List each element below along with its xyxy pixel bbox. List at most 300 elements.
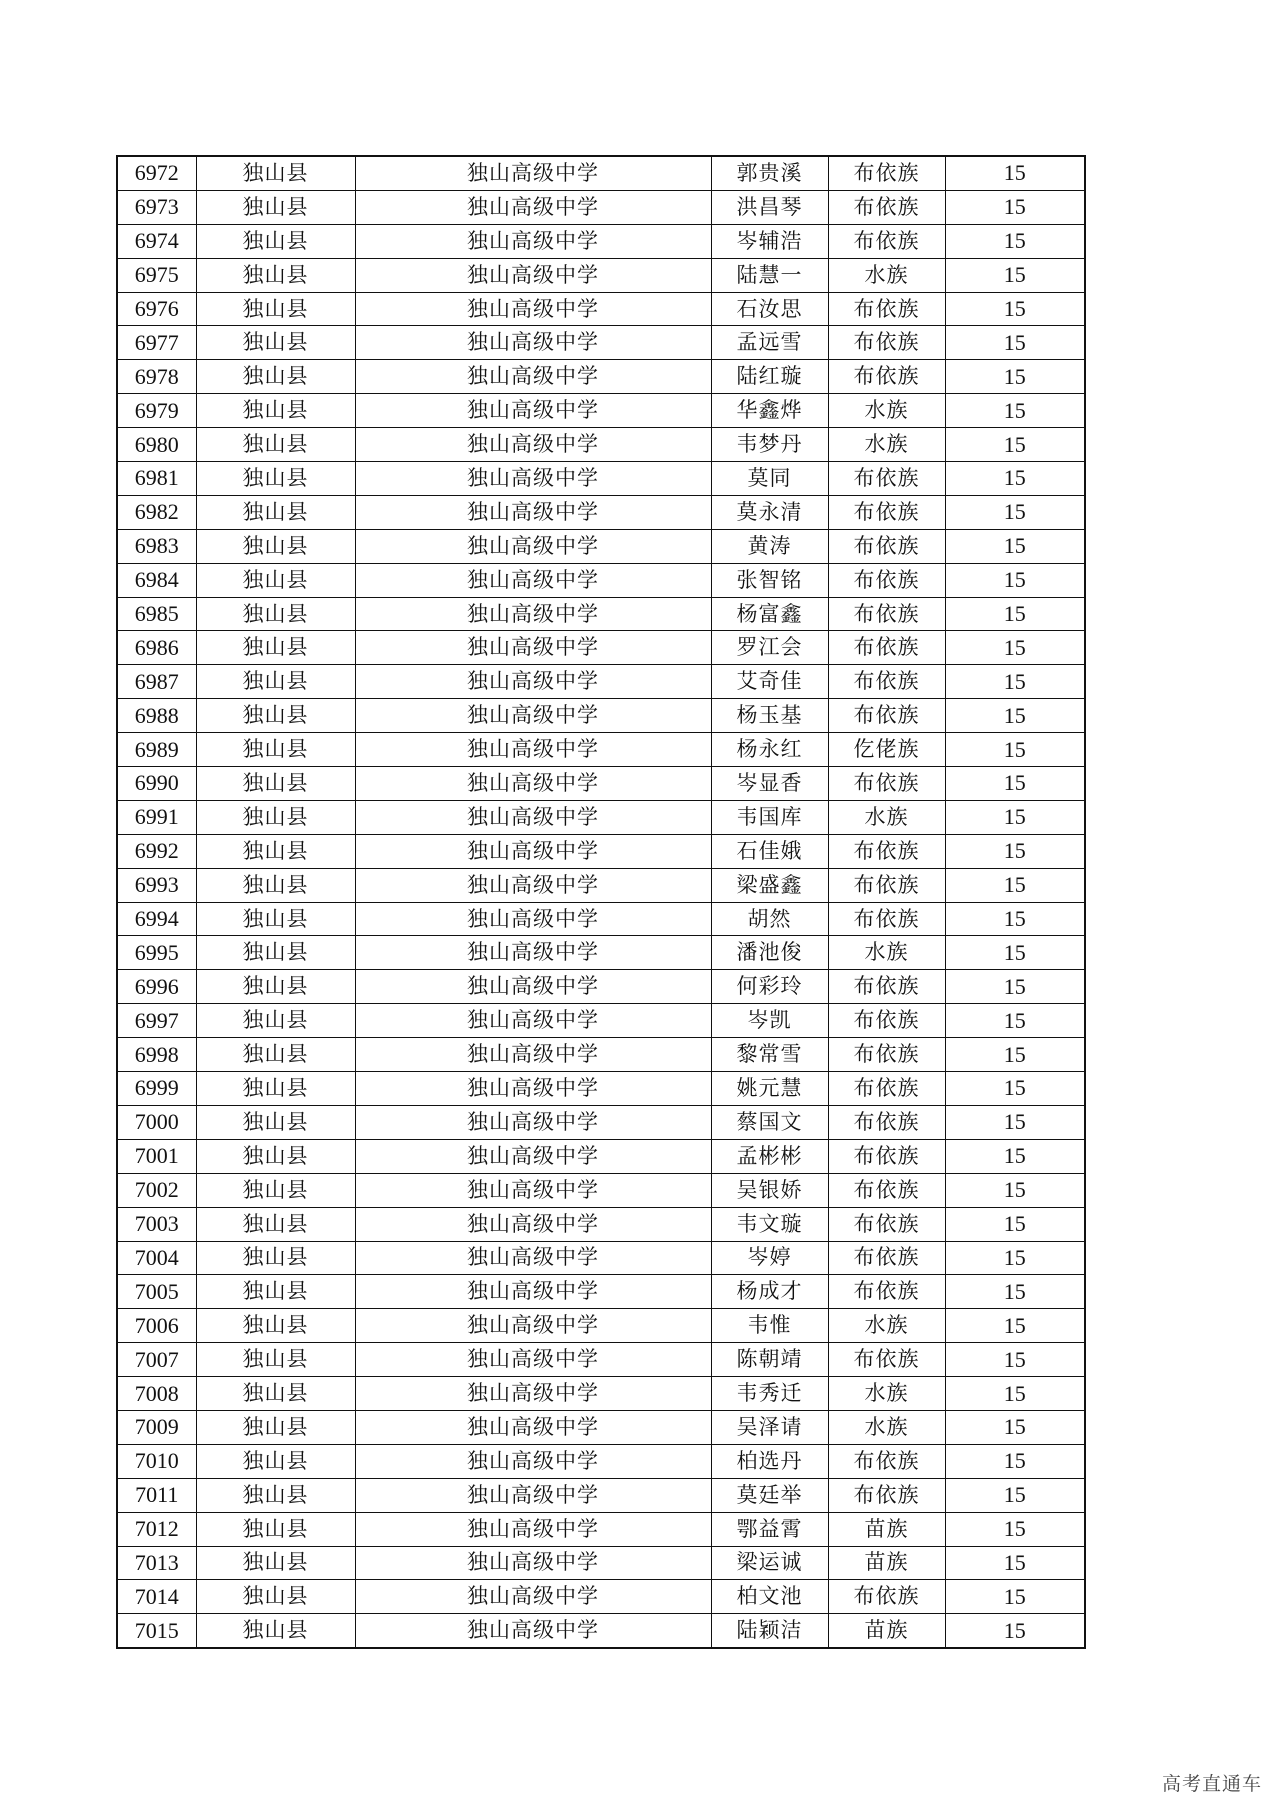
- county-cell: 独山县: [196, 292, 355, 326]
- score-cell: 15: [945, 902, 1085, 936]
- county-cell: 独山县: [196, 767, 355, 801]
- ethnicity-cell: 布依族: [828, 834, 945, 868]
- school-cell: 独山高级中学: [355, 902, 711, 936]
- table-row: [117, 1512, 1085, 1546]
- county-cell: 独山县: [196, 360, 355, 394]
- score-cell: 15: [945, 529, 1085, 563]
- row-number-cell: 6978: [117, 360, 196, 394]
- student-name-cell: 杨富鑫: [711, 597, 828, 631]
- table-row: [117, 699, 1085, 733]
- table-row: [117, 665, 1085, 699]
- county-cell: 独山县: [196, 1004, 355, 1038]
- student-name-cell: 岑凯: [711, 1004, 828, 1038]
- county-cell: 独山县: [196, 1105, 355, 1139]
- school-cell: 独山高级中学: [355, 428, 711, 462]
- ethnicity-cell: 苗族: [828, 1614, 945, 1648]
- county-cell: 独山县: [196, 868, 355, 902]
- student-name-cell: 黄涛: [711, 529, 828, 563]
- table-row: [117, 1072, 1085, 1106]
- school-cell: 独山高级中学: [355, 1072, 711, 1106]
- ethnicity-cell: 布依族: [828, 292, 945, 326]
- row-number-cell: 7006: [117, 1309, 196, 1343]
- table-row: [117, 224, 1085, 258]
- row-number-cell: 7010: [117, 1444, 196, 1478]
- county-cell: 独山县: [196, 495, 355, 529]
- table-row: [117, 563, 1085, 597]
- ethnicity-cell: 水族: [828, 936, 945, 970]
- ethnicity-cell: 布依族: [828, 597, 945, 631]
- row-number-cell: 7014: [117, 1580, 196, 1614]
- ethnicity-cell: 布依族: [828, 767, 945, 801]
- row-number-cell: 6989: [117, 733, 196, 767]
- table-row: [117, 1343, 1085, 1377]
- ethnicity-cell: 苗族: [828, 1512, 945, 1546]
- school-cell: 独山高级中学: [355, 1207, 711, 1241]
- score-cell: 15: [945, 1105, 1085, 1139]
- student-name-cell: 姚元慧: [711, 1072, 828, 1106]
- student-name-cell: 陆慧一: [711, 258, 828, 292]
- school-cell: 独山高级中学: [355, 1512, 711, 1546]
- student-name-cell: 张智铭: [711, 563, 828, 597]
- county-cell: 独山县: [196, 1139, 355, 1173]
- table-row: [117, 1377, 1085, 1411]
- row-number-cell: 7013: [117, 1546, 196, 1580]
- table-row: [117, 1580, 1085, 1614]
- school-cell: 独山高级中学: [355, 1343, 711, 1377]
- ethnicity-cell: 布依族: [828, 224, 945, 258]
- school-cell: 独山高级中学: [355, 258, 711, 292]
- table-row: [117, 1275, 1085, 1309]
- table-row: [117, 495, 1085, 529]
- score-cell: 15: [945, 1512, 1085, 1546]
- county-cell: 独山县: [196, 699, 355, 733]
- ethnicity-cell: 水族: [828, 258, 945, 292]
- table-row: [117, 462, 1085, 496]
- score-cell: 15: [945, 665, 1085, 699]
- student-name-cell: 梁运诚: [711, 1546, 828, 1580]
- student-name-cell: 石汝思: [711, 292, 828, 326]
- row-number-cell: 7015: [117, 1614, 196, 1648]
- student-name-cell: 陆颖洁: [711, 1614, 828, 1648]
- school-cell: 独山高级中学: [355, 1580, 711, 1614]
- student-name-cell: 罗江会: [711, 631, 828, 665]
- table-row: [117, 190, 1085, 224]
- row-number-cell: 6973: [117, 190, 196, 224]
- roster-table-body: [117, 156, 1085, 1648]
- county-cell: 独山县: [196, 1478, 355, 1512]
- score-cell: 15: [945, 834, 1085, 868]
- row-number-cell: 6972: [117, 156, 196, 190]
- school-cell: 独山高级中学: [355, 800, 711, 834]
- score-cell: 15: [945, 1275, 1085, 1309]
- score-cell: 15: [945, 326, 1085, 360]
- score-cell: 15: [945, 394, 1085, 428]
- county-cell: 独山县: [196, 800, 355, 834]
- row-number-cell: 6977: [117, 326, 196, 360]
- row-number-cell: 6975: [117, 258, 196, 292]
- ethnicity-cell: 布依族: [828, 156, 945, 190]
- ethnicity-cell: 布依族: [828, 1207, 945, 1241]
- score-cell: 15: [945, 699, 1085, 733]
- student-name-cell: 洪昌琴: [711, 190, 828, 224]
- table-row: [117, 1207, 1085, 1241]
- ethnicity-cell: 布依族: [828, 1478, 945, 1512]
- row-number-cell: 6982: [117, 495, 196, 529]
- county-cell: 独山县: [196, 597, 355, 631]
- student-name-cell: 岑婷: [711, 1241, 828, 1275]
- student-name-cell: 潘池俊: [711, 936, 828, 970]
- table-row: [117, 936, 1085, 970]
- row-number-cell: 6988: [117, 699, 196, 733]
- student-name-cell: 孟彬彬: [711, 1139, 828, 1173]
- school-cell: 独山高级中学: [355, 360, 711, 394]
- row-number-cell: 6983: [117, 529, 196, 563]
- row-number-cell: 6996: [117, 970, 196, 1004]
- county-cell: 独山县: [196, 936, 355, 970]
- school-cell: 独山高级中学: [355, 190, 711, 224]
- score-cell: 15: [945, 1072, 1085, 1106]
- score-cell: 15: [945, 1343, 1085, 1377]
- school-cell: 独山高级中学: [355, 597, 711, 631]
- ethnicity-cell: 水族: [828, 428, 945, 462]
- score-cell: 15: [945, 462, 1085, 496]
- county-cell: 独山县: [196, 1614, 355, 1648]
- row-number-cell: 7003: [117, 1207, 196, 1241]
- row-number-cell: 6976: [117, 292, 196, 326]
- school-cell: 独山高级中学: [355, 529, 711, 563]
- ethnicity-cell: 布依族: [828, 1139, 945, 1173]
- school-cell: 独山高级中学: [355, 1546, 711, 1580]
- student-name-cell: 韦文璇: [711, 1207, 828, 1241]
- row-number-cell: 7000: [117, 1105, 196, 1139]
- row-number-cell: 6995: [117, 936, 196, 970]
- student-name-cell: 郭贵溪: [711, 156, 828, 190]
- table-row: [117, 902, 1085, 936]
- table-row: [117, 1173, 1085, 1207]
- row-number-cell: 6979: [117, 394, 196, 428]
- student-name-cell: 韦国库: [711, 800, 828, 834]
- score-cell: 15: [945, 868, 1085, 902]
- ethnicity-cell: 水族: [828, 394, 945, 428]
- student-name-cell: 岑辅浩: [711, 224, 828, 258]
- county-cell: 独山县: [196, 1410, 355, 1444]
- student-name-cell: 胡然: [711, 902, 828, 936]
- student-name-cell: 杨玉基: [711, 699, 828, 733]
- county-cell: 独山县: [196, 156, 355, 190]
- row-number-cell: 7007: [117, 1343, 196, 1377]
- school-cell: 独山高级中学: [355, 699, 711, 733]
- row-number-cell: 6997: [117, 1004, 196, 1038]
- school-cell: 独山高级中学: [355, 495, 711, 529]
- row-number-cell: 6980: [117, 428, 196, 462]
- score-cell: 15: [945, 800, 1085, 834]
- table-row: [117, 1410, 1085, 1444]
- school-cell: 独山高级中学: [355, 462, 711, 496]
- school-cell: 独山高级中学: [355, 563, 711, 597]
- score-cell: 15: [945, 1580, 1085, 1614]
- ethnicity-cell: 布依族: [828, 495, 945, 529]
- school-cell: 独山高级中学: [355, 1004, 711, 1038]
- school-cell: 独山高级中学: [355, 834, 711, 868]
- school-cell: 独山高级中学: [355, 631, 711, 665]
- school-cell: 独山高级中学: [355, 292, 711, 326]
- county-cell: 独山县: [196, 563, 355, 597]
- score-cell: 15: [945, 190, 1085, 224]
- row-number-cell: 6991: [117, 800, 196, 834]
- student-name-cell: 吴银娇: [711, 1173, 828, 1207]
- ethnicity-cell: 布依族: [828, 902, 945, 936]
- county-cell: 独山县: [196, 394, 355, 428]
- ethnicity-cell: 水族: [828, 1309, 945, 1343]
- student-name-cell: 梁盛鑫: [711, 868, 828, 902]
- table-row: [117, 1614, 1085, 1648]
- row-number-cell: 7002: [117, 1173, 196, 1207]
- score-cell: 15: [945, 224, 1085, 258]
- ethnicity-cell: 布依族: [828, 462, 945, 496]
- student-name-cell: 韦梦丹: [711, 428, 828, 462]
- row-number-cell: 6994: [117, 902, 196, 936]
- row-number-cell: 6993: [117, 868, 196, 902]
- row-number-cell: 6990: [117, 767, 196, 801]
- county-cell: 独山县: [196, 258, 355, 292]
- score-cell: 15: [945, 1410, 1085, 1444]
- ethnicity-cell: 布依族: [828, 563, 945, 597]
- county-cell: 独山县: [196, 1444, 355, 1478]
- table-row: [117, 1105, 1085, 1139]
- row-number-cell: 6974: [117, 224, 196, 258]
- table-row: [117, 800, 1085, 834]
- ethnicity-cell: 布依族: [828, 1580, 945, 1614]
- row-number-cell: 6992: [117, 834, 196, 868]
- school-cell: 独山高级中学: [355, 1173, 711, 1207]
- county-cell: 独山县: [196, 1512, 355, 1546]
- score-cell: 15: [945, 1546, 1085, 1580]
- county-cell: 独山县: [196, 665, 355, 699]
- ethnicity-cell: 布依族: [828, 1241, 945, 1275]
- ethnicity-cell: 布依族: [828, 699, 945, 733]
- student-name-cell: 莫廷举: [711, 1478, 828, 1512]
- table-row: [117, 1444, 1085, 1478]
- county-cell: 独山县: [196, 1546, 355, 1580]
- table-row: [117, 767, 1085, 801]
- ethnicity-cell: 布依族: [828, 1275, 945, 1309]
- student-name-cell: 黎常雪: [711, 1038, 828, 1072]
- ethnicity-cell: 布依族: [828, 1105, 945, 1139]
- table-row: [117, 1241, 1085, 1275]
- school-cell: 独山高级中学: [355, 1038, 711, 1072]
- student-name-cell: 艾奇佳: [711, 665, 828, 699]
- table-row: [117, 834, 1085, 868]
- row-number-cell: 7008: [117, 1377, 196, 1411]
- ethnicity-cell: 布依族: [828, 360, 945, 394]
- roster-table: [116, 155, 1086, 1649]
- ethnicity-cell: 水族: [828, 800, 945, 834]
- row-number-cell: 7004: [117, 1241, 196, 1275]
- student-name-cell: 吴泽请: [711, 1410, 828, 1444]
- ethnicity-cell: 布依族: [828, 1444, 945, 1478]
- row-number-cell: 7011: [117, 1478, 196, 1512]
- school-cell: 独山高级中学: [355, 1241, 711, 1275]
- student-name-cell: 岑显香: [711, 767, 828, 801]
- table-row: [117, 1309, 1085, 1343]
- ethnicity-cell: 水族: [828, 1410, 945, 1444]
- county-cell: 独山县: [196, 1038, 355, 1072]
- ethnicity-cell: 布依族: [828, 1004, 945, 1038]
- county-cell: 独山县: [196, 428, 355, 462]
- score-cell: 15: [945, 1038, 1085, 1072]
- table-row: [117, 292, 1085, 326]
- county-cell: 独山县: [196, 1580, 355, 1614]
- school-cell: 独山高级中学: [355, 1410, 711, 1444]
- score-cell: 15: [945, 360, 1085, 394]
- county-cell: 独山县: [196, 1173, 355, 1207]
- table-row: [117, 258, 1085, 292]
- school-cell: 独山高级中学: [355, 1377, 711, 1411]
- ethnicity-cell: 布依族: [828, 1072, 945, 1106]
- watermark-text: 高考直通车: [1161, 1773, 1262, 1795]
- table-row: [117, 597, 1085, 631]
- ethnicity-cell: 布依族: [828, 1343, 945, 1377]
- table-row: [117, 1038, 1085, 1072]
- score-cell: 15: [945, 767, 1085, 801]
- score-cell: 15: [945, 1207, 1085, 1241]
- table-row: [117, 970, 1085, 1004]
- row-number-cell: 7005: [117, 1275, 196, 1309]
- student-name-cell: 莫同: [711, 462, 828, 496]
- score-cell: 15: [945, 733, 1085, 767]
- row-number-cell: 6998: [117, 1038, 196, 1072]
- student-name-cell: 杨永红: [711, 733, 828, 767]
- table-row: [117, 733, 1085, 767]
- student-name-cell: 杨成才: [711, 1275, 828, 1309]
- score-cell: 15: [945, 1478, 1085, 1512]
- score-cell: 15: [945, 428, 1085, 462]
- school-cell: 独山高级中学: [355, 1139, 711, 1173]
- score-cell: 15: [945, 1139, 1085, 1173]
- table-row: [117, 631, 1085, 665]
- student-name-cell: 鄂益霄: [711, 1512, 828, 1546]
- student-name-cell: 柏选丹: [711, 1444, 828, 1478]
- county-cell: 独山县: [196, 1072, 355, 1106]
- ethnicity-cell: 布依族: [828, 970, 945, 1004]
- student-name-cell: 何彩玲: [711, 970, 828, 1004]
- row-number-cell: 6985: [117, 597, 196, 631]
- school-cell: 独山高级中学: [355, 1614, 711, 1648]
- school-cell: 独山高级中学: [355, 767, 711, 801]
- score-cell: 15: [945, 970, 1085, 1004]
- table-row: [117, 156, 1085, 190]
- table-row: [117, 1546, 1085, 1580]
- student-name-cell: 陆红璇: [711, 360, 828, 394]
- student-name-cell: 石佳娥: [711, 834, 828, 868]
- score-cell: 15: [945, 1309, 1085, 1343]
- score-cell: 15: [945, 563, 1085, 597]
- county-cell: 独山县: [196, 1309, 355, 1343]
- student-name-cell: 孟远雪: [711, 326, 828, 360]
- score-cell: 15: [945, 1444, 1085, 1478]
- score-cell: 15: [945, 1173, 1085, 1207]
- ethnicity-cell: 布依族: [828, 868, 945, 902]
- ethnicity-cell: 水族: [828, 1377, 945, 1411]
- table-row: [117, 1139, 1085, 1173]
- table-row: [117, 1004, 1085, 1038]
- score-cell: 15: [945, 1614, 1085, 1648]
- table-row: [117, 868, 1085, 902]
- table-row: [117, 1478, 1085, 1512]
- county-cell: 独山县: [196, 631, 355, 665]
- ethnicity-cell: 布依族: [828, 190, 945, 224]
- county-cell: 独山县: [196, 1377, 355, 1411]
- county-cell: 独山县: [196, 190, 355, 224]
- ethnicity-cell: 苗族: [828, 1546, 945, 1580]
- table-row: [117, 428, 1085, 462]
- score-cell: 15: [945, 1241, 1085, 1275]
- school-cell: 独山高级中学: [355, 665, 711, 699]
- student-name-cell: 韦惟: [711, 1309, 828, 1343]
- score-cell: 15: [945, 631, 1085, 665]
- ethnicity-cell: 布依族: [828, 1038, 945, 1072]
- county-cell: 独山县: [196, 1241, 355, 1275]
- ethnicity-cell: 布依族: [828, 665, 945, 699]
- score-cell: 15: [945, 597, 1085, 631]
- score-cell: 15: [945, 936, 1085, 970]
- row-number-cell: 6986: [117, 631, 196, 665]
- score-cell: 15: [945, 292, 1085, 326]
- county-cell: 独山县: [196, 1275, 355, 1309]
- ethnicity-cell: 布依族: [828, 631, 945, 665]
- county-cell: 独山县: [196, 326, 355, 360]
- school-cell: 独山高级中学: [355, 1309, 711, 1343]
- county-cell: 独山县: [196, 224, 355, 258]
- row-number-cell: 6981: [117, 462, 196, 496]
- school-cell: 独山高级中学: [355, 936, 711, 970]
- row-number-cell: 6999: [117, 1072, 196, 1106]
- county-cell: 独山县: [196, 529, 355, 563]
- school-cell: 独山高级中学: [355, 1105, 711, 1139]
- table-row: [117, 529, 1085, 563]
- school-cell: 独山高级中学: [355, 224, 711, 258]
- score-cell: 15: [945, 1377, 1085, 1411]
- school-cell: 独山高级中学: [355, 868, 711, 902]
- score-cell: 15: [945, 258, 1085, 292]
- score-cell: 15: [945, 1004, 1085, 1038]
- row-number-cell: 7012: [117, 1512, 196, 1546]
- student-name-cell: 陈朝靖: [711, 1343, 828, 1377]
- school-cell: 独山高级中学: [355, 156, 711, 190]
- student-name-cell: 韦秀迁: [711, 1377, 828, 1411]
- county-cell: 独山县: [196, 834, 355, 868]
- county-cell: 独山县: [196, 733, 355, 767]
- row-number-cell: 7009: [117, 1410, 196, 1444]
- school-cell: 独山高级中学: [355, 326, 711, 360]
- row-number-cell: 6987: [117, 665, 196, 699]
- table-row: [117, 394, 1085, 428]
- ethnicity-cell: 仡佬族: [828, 733, 945, 767]
- student-name-cell: 柏文池: [711, 1580, 828, 1614]
- student-name-cell: 莫永清: [711, 495, 828, 529]
- county-cell: 独山县: [196, 902, 355, 936]
- table-row: [117, 360, 1085, 394]
- school-cell: 独山高级中学: [355, 1275, 711, 1309]
- table-row: [117, 326, 1085, 360]
- ethnicity-cell: 布依族: [828, 529, 945, 563]
- county-cell: 独山县: [196, 1343, 355, 1377]
- score-cell: 15: [945, 495, 1085, 529]
- student-name-cell: 蔡国文: [711, 1105, 828, 1139]
- score-cell: 15: [945, 156, 1085, 190]
- school-cell: 独山高级中学: [355, 733, 711, 767]
- county-cell: 独山县: [196, 462, 355, 496]
